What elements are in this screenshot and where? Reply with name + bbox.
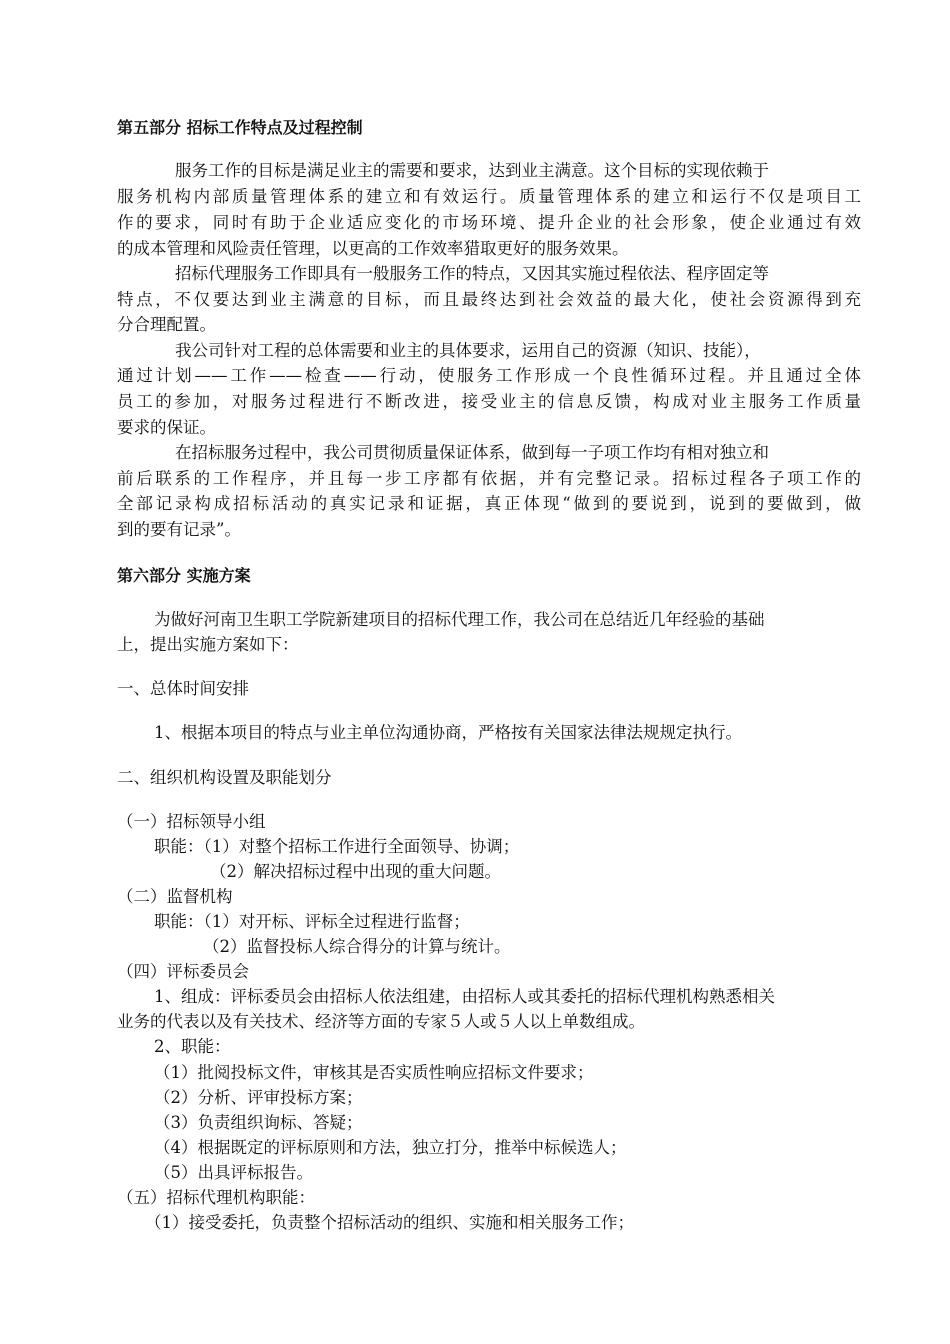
paragraph-line: 通过计划——工作——检查——行动，使服务工作形成一个良性循环过程。并且通过全体 [117,366,861,385]
paragraph-line: 上，提出实施方案如下： [117,635,299,654]
paragraph-line: 全部记录构成招标活动的真实记录和证据，真正体现“做到的要说到，说到的要做到，做 [117,494,861,513]
group-title: （二）监督机构 [117,887,233,906]
paragraph-line: 服务工作的目标是满足业主的需要和要求，达到业主满意。这个目标的实现依赖于 [175,161,769,180]
duty-line: （2）监督投标人综合得分的计算与统计。 [203,937,511,956]
group-title: （五）招标代理机构职能： [117,1188,315,1207]
paragraph-line: 服务机构内部质量管理体系的建立和有效运行。质量管理体系的建立和运行不仅是项目工 [117,187,861,206]
paragraph-line: 员工的参加，对服务过程进行不断改进，接受业主的信息反馈，构成对业主服务工作质量 [117,392,861,411]
duty-line: 1、组成：评标委员会由招标人依法组建，由招标人或其委托的招标代理机构熟悉相关 [154,987,775,1006]
group-title: （四）评标委员会 [117,962,249,981]
paragraph-line: 要求的保证。 [117,418,216,437]
paragraph-line: 分合理配置。 [117,315,216,334]
section-heading: 第五部分 招标工作特点及过程控制 [117,118,363,137]
paragraph-line: 为做好河南卫生职工学院新建项目的招标代理工作，我公司在总结近几年经验的基础 [154,610,765,629]
duty-line: 业务的代表以及有关技术、经济等方面的专家５人或５人以上单数组成。 [117,1012,645,1031]
duty-line: （1）批阅投标文件，审核其是否实质性响应招标文件要求； [154,1063,594,1082]
duty-heading: 2、职能： [154,1037,231,1056]
paragraph-line: 作的要求，同时有助于企业适应变化的市场环境、提升企业的社会形象，使企业通过有效 [117,213,861,232]
duty-line: （2）分析、评审投标方案； [154,1088,363,1107]
paragraph-line: 在招标服务过程中，我公司贯彻质量保证体系，做到每一子项工作均有相对独立和 [175,443,769,462]
group-title: （一）招标领导小组 [117,812,266,831]
paragraph-line: 到的要有记录”。 [117,520,241,539]
subsection-title: 二、组织机构设置及职能划分 [117,768,332,787]
duty-line: 职能：（1）对开标、评标全过程进行监督； [154,912,470,931]
duty-line: 职能：（1）对整个招标工作进行全面领导、协调； [154,837,520,856]
duty-line: （5）出具评标报告。 [154,1163,313,1182]
paragraph-line: 特点，不仅要达到业主满意的目标，而且最终达到社会效益的最大化，使社会资源得到充 [117,290,861,309]
duty-line: （2）解决招标过程中出现的重大问题。 [210,862,501,881]
paragraph-line: 我公司针对工程的总体需要和业主的具体要求，运用自己的资源（知识、技能）， [175,341,761,360]
list-item: 1、根据本项目的特点与业主单位沟通协商，严格按有关国家法律法规规定执行。 [154,723,742,742]
paragraph-line: 的成本管理和风险责任管理，以更高的工作效率猎取更好的服务效果。 [117,239,629,258]
duty-line: （3）负责组织询标、答疑； [154,1113,363,1132]
subsection-title: 一、总体时间安排 [117,679,249,698]
section-heading: 第六部分 实施方案 [117,566,251,585]
duty-line: （4）根据既定的评标原则和方法，独立打分，推举中标候选人； [154,1138,627,1157]
paragraph-line: 前后联系的工作程序，并且每一步工序都有依据，并有完整记录。招标过程各子项工作的 [117,469,861,488]
duty-line: （1）接受委托，负责整个招标活动的组织、实施和相关服务工作； [145,1213,634,1232]
paragraph-line: 招标代理服务工作即具有一般服务工作的特点，又因其实施过程依法、程序固定等 [175,264,769,283]
